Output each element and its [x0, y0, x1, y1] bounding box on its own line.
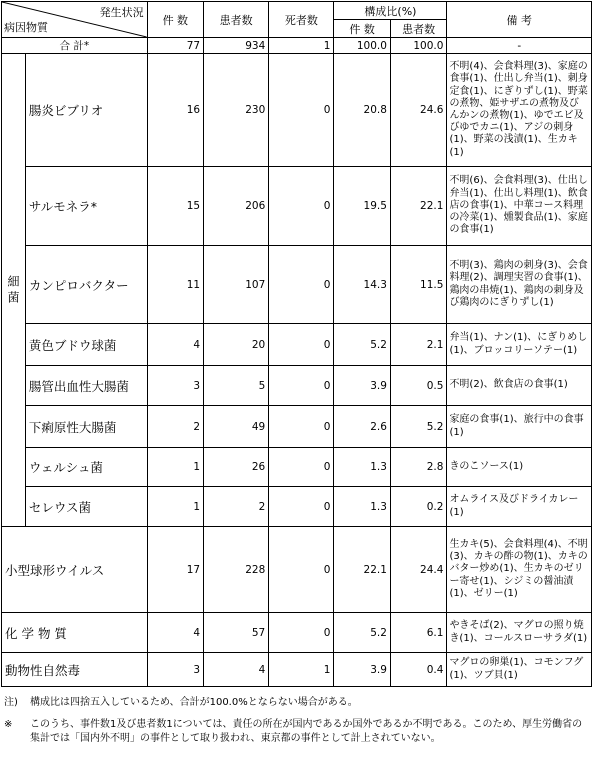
footnote-mark: 注) [4, 697, 18, 708]
footnote-asterisk [4, 718, 589, 746]
row-ratio-cases: 5.2 [334, 324, 390, 366]
row-ratio-cases: 3.9 [334, 653, 390, 687]
row-cases: 15 [147, 167, 203, 246]
row-ratio-cases: 1.3 [334, 448, 390, 487]
row-ratio-patients: 24.4 [390, 527, 447, 613]
header-ratio-cases: 件 数 [334, 20, 390, 38]
header-cases: 件 数 [147, 2, 203, 38]
row-cases: 1 [147, 448, 203, 487]
total-deaths: 1 [269, 38, 334, 54]
row-deaths: 0 [269, 324, 334, 366]
total-ratio-cases: 100.0 [334, 38, 390, 54]
row-cases: 16 [147, 54, 203, 167]
row-remarks: 不明(4)、会食料理(3)、家庭の食事(1)、仕出し弁当(1)、刺身定食(1)、にぎりずし(1)、野菜の煮物、姫サザエの煮物及びんかンの煮物(1)、ゆでエビ及びゆでカニ(1)、アジの刺身(1)、野菜の浅漬(1)、生カキ(1) [447, 54, 592, 167]
row-cases: 3 [147, 366, 203, 406]
table-row [2, 406, 592, 448]
row-ratio-patients: 24.6 [390, 54, 447, 167]
row-ratio-cases: 14.3 [334, 246, 390, 324]
row-deaths: 0 [269, 448, 334, 487]
row-deaths: 0 [269, 487, 334, 527]
row-remarks: 不明(2)、飲食店の食事(1) [447, 366, 592, 406]
row-remarks: やきそば(2)、マグロの照り焼き(1)、コールスローサラダ(1) [447, 613, 592, 653]
row-patients: 228 [204, 527, 269, 613]
row-ratio-patients: 6.1 [390, 613, 447, 653]
row-name: 腸管出血性大腸菌 [25, 366, 147, 406]
row-name: 腸炎ビブリオ [25, 54, 147, 167]
row-name: 動物性自然毒 [2, 653, 148, 687]
row-patients: 206 [204, 167, 269, 246]
row-remarks: マグロの卵巣(1)、コモンフグ(1)、ツブ貝(1) [447, 653, 592, 687]
row-ratio-patients: 0.4 [390, 653, 447, 687]
row-patients: 57 [204, 613, 269, 653]
row-ratio-cases: 5.2 [334, 613, 390, 653]
row-cases: 4 [147, 613, 203, 653]
row-remarks: 不明(3)、鶏肉の刺身(3)、会食料理(2)、調理実習の食事(1)、鶏肉の串焼(1)、鶏肉の刺身及び鶏肉のにぎりずし(1) [447, 246, 592, 324]
total-remarks: - [447, 38, 592, 54]
row-ratio-cases: 2.6 [334, 406, 390, 448]
table-row [2, 167, 592, 246]
row-ratio-patients: 2.8 [390, 448, 447, 487]
row-deaths: 0 [269, 366, 334, 406]
footnote-rounding [4, 696, 589, 710]
total-label: 合 計* [2, 38, 148, 54]
row-name: 黄色ブドウ球菌 [25, 324, 147, 366]
row-remarks: きのこソース(1) [447, 448, 592, 487]
row-name: カンピロバクター [25, 246, 147, 324]
table-row [2, 448, 592, 487]
header-deaths: 死者数 [269, 2, 334, 38]
header-occurrence: 発生状況 [99, 6, 144, 19]
total-patients: 934 [204, 38, 269, 54]
row-deaths: 0 [269, 613, 334, 653]
row-name: 化 学 物 質 [2, 613, 148, 653]
row-ratio-patients: 0.2 [390, 487, 447, 527]
row-deaths: 1 [269, 653, 334, 687]
table-row [2, 54, 592, 167]
row-ratio-patients: 22.1 [390, 167, 447, 246]
row-name: セレウス菌 [25, 487, 147, 527]
row-ratio-cases: 19.5 [334, 167, 390, 246]
row-remarks: 不明(6)、会食料理(3)、仕出し弁当(1)、仕出し料理(1)、飲食店の食事(1)、中華コース料理の冷菜(1)、燻製食品(1)、家庭の食事(1) [447, 167, 592, 246]
header-cause: 病因物質 [4, 21, 48, 34]
row-patients: 5 [204, 366, 269, 406]
row-patients: 20 [204, 324, 269, 366]
row-cases: 2 [147, 406, 203, 448]
header-ratio: 構成比(%) [334, 2, 447, 20]
footnote-mark: ※ [4, 719, 13, 730]
food-poisoning-table [1, 1, 592, 687]
row-cases: 11 [147, 246, 203, 324]
row-patients: 230 [204, 54, 269, 167]
total-cases: 77 [147, 38, 203, 54]
total-ratio-patients: 100.0 [390, 38, 447, 54]
row-ratio-patients: 5.2 [390, 406, 447, 448]
total-row [2, 38, 592, 54]
row-deaths: 0 [269, 246, 334, 324]
row-deaths: 0 [269, 54, 334, 167]
row-cases: 17 [147, 527, 203, 613]
header-diagonal-cell [2, 2, 148, 38]
row-ratio-patients: 2.1 [390, 324, 447, 366]
category-label: 細 菌 [5, 274, 20, 303]
row-cases: 4 [147, 324, 203, 366]
header-ratio-patients: 患者数 [390, 20, 447, 38]
footnote-text: 構成比は四捨五入しているため、合計が100.0%とならない場合がある。 [30, 697, 358, 708]
row-deaths: 0 [269, 406, 334, 448]
row-patients: 2 [204, 487, 269, 527]
row-deaths: 0 [269, 167, 334, 246]
row-patients: 107 [204, 246, 269, 324]
row-ratio-patients: 0.5 [390, 366, 447, 406]
row-patients: 4 [204, 653, 269, 687]
row-name: 小型球形ウイルス [2, 527, 148, 613]
row-name: 下痢原性大腸菌 [25, 406, 147, 448]
row-patients: 26 [204, 448, 269, 487]
table-row [2, 324, 592, 366]
row-remarks: オムライス及びドライカレー(1) [447, 487, 592, 527]
row-name: サルモネラ* [25, 167, 147, 246]
table-row [2, 653, 592, 687]
row-ratio-patients: 11.5 [390, 246, 447, 324]
table-row [2, 246, 592, 324]
row-cases: 3 [147, 653, 203, 687]
row-ratio-cases: 22.1 [334, 527, 390, 613]
row-cases: 1 [147, 487, 203, 527]
row-ratio-cases: 1.3 [334, 487, 390, 527]
row-remarks: 弁当(1)、ナン(1)、にぎりめし(1)、ブロッコリーソテー(1) [447, 324, 592, 366]
row-name: ウェルシュ菌 [25, 448, 147, 487]
table-row [2, 366, 592, 406]
row-remarks: 家庭の食事(1)、旅行中の食事(1) [447, 406, 592, 448]
row-patients: 49 [204, 406, 269, 448]
table-row [2, 487, 592, 527]
header-patients: 患者数 [204, 2, 269, 38]
category-bacteria [2, 54, 26, 527]
footnote-text: このうち、事件数1及び患者数1については、責任の所在が国内であるか国外であるか不明である。このため、厚生労働省の集計では「国内外不明」の事件として取り扱われ、東京都の事件として計上されていない。 [30, 719, 583, 744]
table-row [2, 527, 592, 613]
table-row [2, 613, 592, 653]
row-deaths: 0 [269, 527, 334, 613]
header-remarks: 備 考 [447, 2, 592, 38]
row-ratio-cases: 3.9 [334, 366, 390, 406]
row-ratio-cases: 20.8 [334, 54, 390, 167]
row-remarks: 生カキ(5)、会食料理(4)、不明(3)、カキの酢の物(1)、カキのバター炒め(1)、生カキのゼリー寄せ(1)、シジミの醤油漬(1)、ゼリー(1) [447, 527, 592, 613]
